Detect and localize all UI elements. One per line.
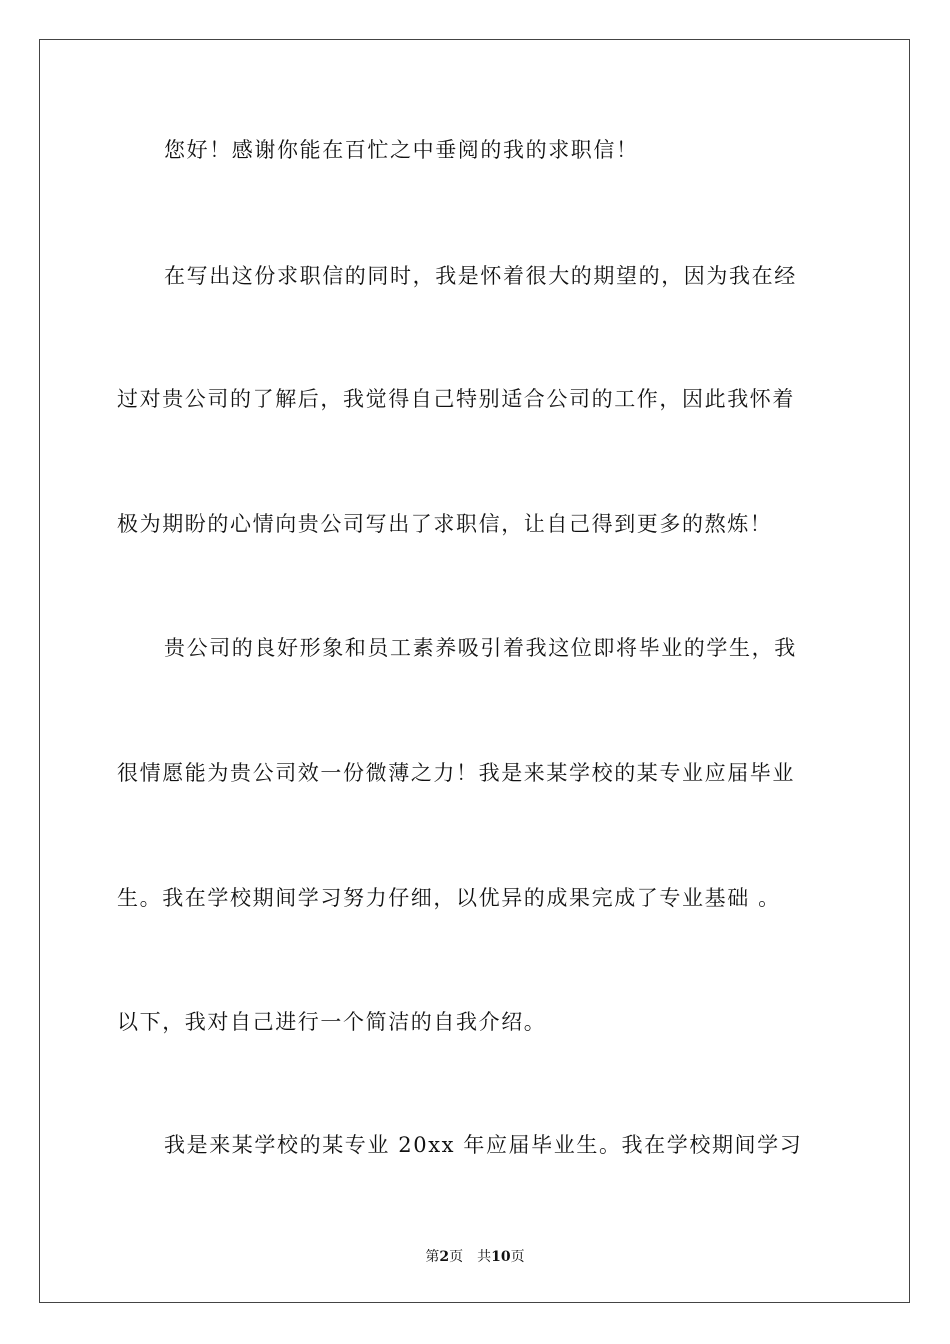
paragraph-line: 在写出这份求职信的同时，我是怀着很大的期望的，因为我在经 (164, 264, 797, 288)
paragraph-line: 您好！感谢你能在百忙之中垂阅的我的求职信！ (164, 138, 639, 162)
paragraph-line: 以下，我对自己进行一个简洁的自我介绍。 (117, 1010, 547, 1034)
paragraph-line: 生。我在学校期间学习努力仔细，以优异的成果完成了专业基础 。 (117, 886, 781, 910)
paragraph-line: 贵公司的良好形象和员工素养吸引着我这位即将毕业的学生，我 (164, 636, 797, 660)
paragraph-line: 很情愿能为贵公司效一份微薄之力！我是来某学校的某专业应届毕业 (117, 761, 795, 785)
paragraph-line: 极为期盼的心情向贵公司写出了求职信，让自己得到更多的熬炼！ (117, 512, 773, 536)
page-footer (0, 1248, 950, 1266)
footer-page-suffix: 页 (449, 1249, 464, 1265)
footer-total-suffix: 页 (510, 1249, 525, 1265)
footer-page-total: 10 (491, 1249, 511, 1265)
page-border (39, 39, 910, 1303)
footer-page-prefix: 第 (425, 1249, 440, 1265)
paragraph-line: 过对贵公司的了解后，我觉得自己特别适合公司的工作，因此我怀着 (117, 387, 795, 411)
footer-total-prefix: 共 (477, 1249, 492, 1265)
footer-page-current: 2 (439, 1249, 450, 1265)
paragraph-line: 我是来某学校的某专业 20xx 年应届毕业生。我在学校期间学习 (164, 1133, 803, 1157)
